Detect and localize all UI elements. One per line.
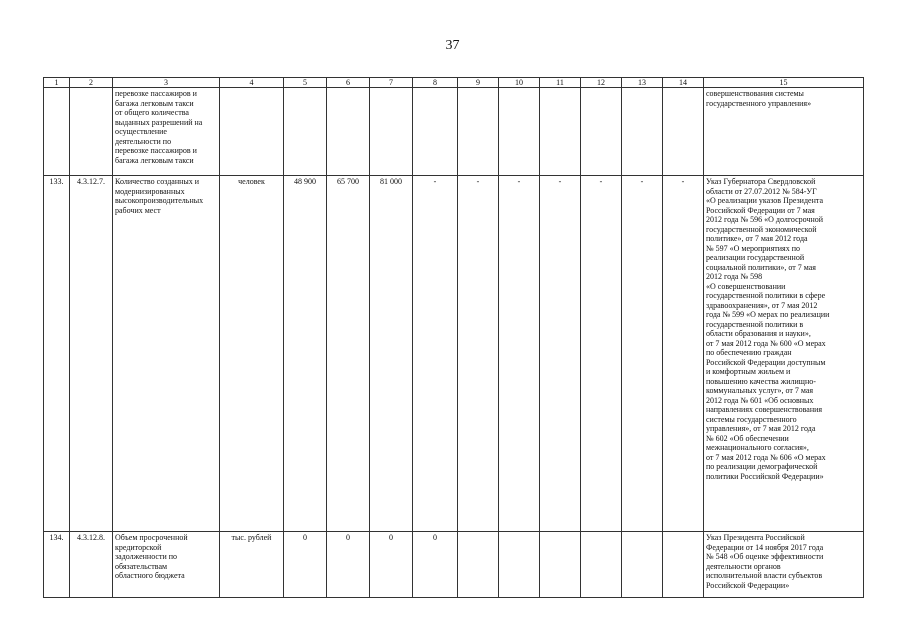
column-header: 2 — [70, 78, 113, 88]
value-cell: 0 — [327, 532, 370, 598]
value-cell — [540, 532, 581, 598]
value-cell — [663, 88, 704, 176]
table-row — [44, 88, 864, 176]
item-code: 4.3.12.8. — [70, 532, 113, 598]
value-cell: 65 700 — [327, 176, 370, 532]
value-cell — [370, 88, 413, 176]
indicators-table — [43, 77, 864, 598]
column-header: 11 — [540, 78, 581, 88]
column-header: 6 — [327, 78, 370, 88]
row-number — [44, 88, 70, 176]
value-cell: - — [540, 176, 581, 532]
column-header: 8 — [413, 78, 458, 88]
legal-basis: совершенствования системы государственного управления» — [704, 88, 864, 176]
value-cell — [413, 88, 458, 176]
unit: человек — [220, 176, 284, 532]
column-header: 7 — [370, 78, 413, 88]
value-cell — [499, 88, 540, 176]
indicator-name: перевозке пассажиров и багажа легковым такси от общего количества выданных разрешений на осуществление деятельности по перевозке пассажиров и багажа легковым такси — [113, 88, 220, 176]
value-cell — [622, 88, 663, 176]
item-code — [70, 88, 113, 176]
value-cell: - — [413, 176, 458, 532]
unit — [220, 88, 284, 176]
value-cell: - — [458, 176, 499, 532]
value-cell — [284, 88, 327, 176]
value-cell: - — [499, 176, 540, 532]
value-cell: 0 — [413, 532, 458, 598]
value-cell — [663, 532, 704, 598]
row-number: 133. — [44, 176, 70, 532]
column-header: 9 — [458, 78, 499, 88]
value-cell: 48 900 — [284, 176, 327, 532]
column-header: 10 — [499, 78, 540, 88]
value-cell: - — [622, 176, 663, 532]
column-header: 13 — [622, 78, 663, 88]
table-row — [44, 176, 864, 532]
value-cell: 0 — [284, 532, 327, 598]
legal-basis: Указ Губернатора Свердловской области от 27.07.2012 № 584-УГ «О реализации указов Президента Российской Федерации от 7 мая 2012 года № 596 «О долгосрочной государственной экономической политике», от 7 мая 2012 года № 597 «О мероприятиях по реализации государственной социальной политики», от 7 мая 2012 года № 598 «О совершенствовании государственной политики в сфере здравоохранения», от 7 мая 2012 года № 599 «О мерах по реализации государственной политики в области образования и науки», от 7 мая 2012 года № 600 «О мерах по обеспечению граждан Российской Федерации доступным и комфортным жильем и повышению качества жилищно- коммунальных услуг», от 7 мая 2012 года № 601 «Об основных направлениях совершенствования системы государственного управления», от 7 мая 2012 года № 602 «Об обеспечении межнационального согласия», от 7 мая 2012 года № 606 «О мерах по реализации демографической политики Российской Федерации» — [704, 176, 864, 532]
table-row — [44, 532, 864, 598]
value-cell: - — [663, 176, 704, 532]
value-cell — [458, 88, 499, 176]
row-number: 134. — [44, 532, 70, 598]
value-cell: 0 — [370, 532, 413, 598]
column-header: 3 — [113, 78, 220, 88]
item-code: 4.3.12.7. — [70, 176, 113, 532]
column-header: 15 — [704, 78, 864, 88]
column-header: 4 — [220, 78, 284, 88]
value-cell — [540, 88, 581, 176]
column-header: 1 — [44, 78, 70, 88]
value-cell: 81 000 — [370, 176, 413, 532]
legal-basis: Указ Президента Российской Федерации от 14 ноября 2017 года № 548 «Об оценке эффективности деятельности органов исполнительной власти субъектов Российской Федерации» — [704, 532, 864, 598]
value-cell — [581, 88, 622, 176]
column-header: 5 — [284, 78, 327, 88]
column-header: 14 — [663, 78, 704, 88]
value-cell — [581, 532, 622, 598]
unit: тыс. рублей — [220, 532, 284, 598]
table-header-row — [44, 78, 864, 88]
value-cell — [327, 88, 370, 176]
value-cell — [499, 532, 540, 598]
value-cell — [622, 532, 663, 598]
indicator-name: Количество созданных и модернизированных высокопроизводительных рабочих мест — [113, 176, 220, 532]
indicator-name: Объем просроченной кредиторской задолженности по обязательствам областного бюджета — [113, 532, 220, 598]
page-number: 37 — [445, 38, 460, 53]
value-cell — [458, 532, 499, 598]
value-cell: - — [581, 176, 622, 532]
column-header: 12 — [581, 78, 622, 88]
